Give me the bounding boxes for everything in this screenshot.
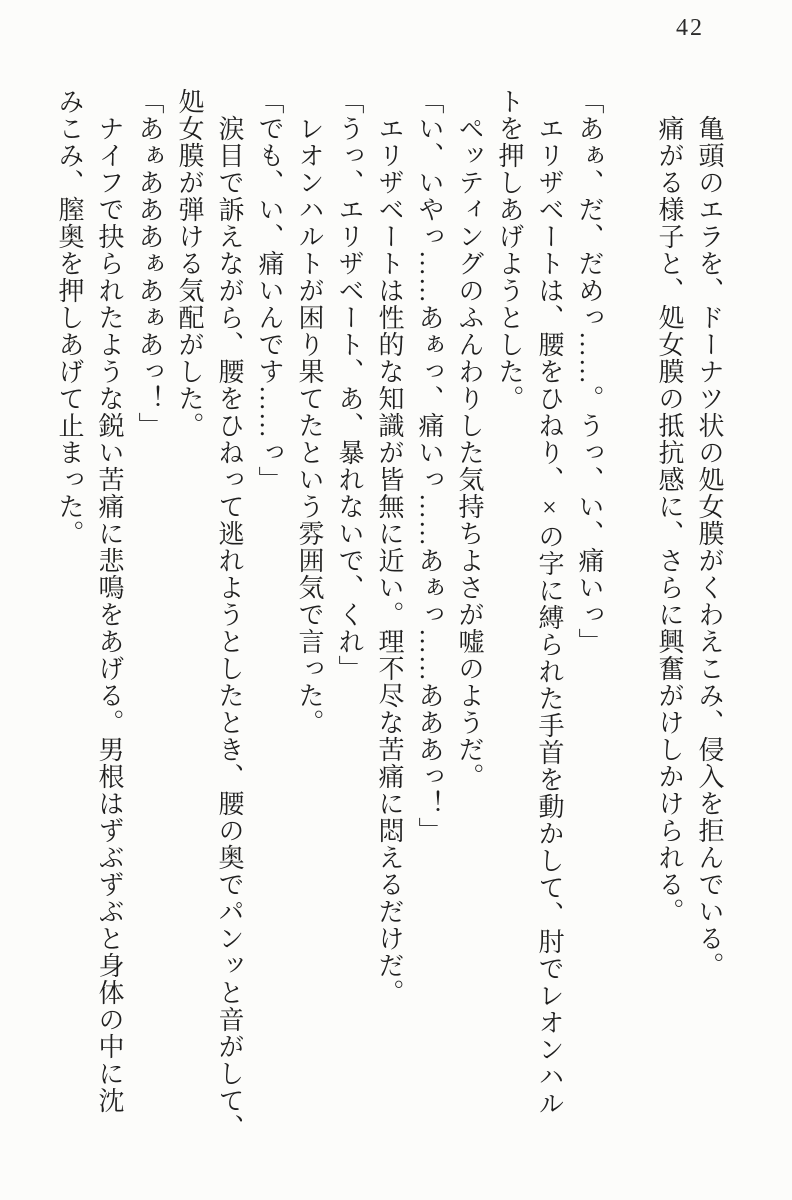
paragraph-narration xyxy=(449,88,489,1160)
paragraph-line: エリザベートは性的な知識が皆無に近い。理不尽な苦痛に悶えるだけだ。 xyxy=(375,115,404,1006)
paragraph-line: 「あぁ、だ、だめっ……。うっ、い、痛いっ」 xyxy=(575,88,604,655)
paragraph-line: 亀頭のエラを、ドーナツ状の処女膜がくわえこみ、侵入を拒んでいる。 xyxy=(695,115,724,979)
paragraph-narration xyxy=(49,88,129,1160)
page-number: 42 xyxy=(676,15,704,41)
paragraph-line: 「い、いやっ……あぁっ、痛いっ……あぁっ……あああっ！」 xyxy=(415,88,444,844)
paragraph-narration xyxy=(689,88,729,1160)
paragraph-line: 涙目で訴えながら、腰をひねって逃れようとしたとき、腰の奥でパンッと音がして、 xyxy=(215,115,244,1141)
paragraph-dialogue xyxy=(329,88,369,1160)
paragraph-dialogue xyxy=(569,88,609,1160)
paragraph-line: レオンハルトが困り果てたという雰囲気で言った。 xyxy=(295,115,324,736)
paragraph-line: 痛がる様子と、処女膜の抵抗感に、さらに興奮がけしかけられる。 xyxy=(655,115,684,925)
paragraph-dialogue xyxy=(129,88,169,1160)
paragraph-narration xyxy=(489,88,569,1160)
paragraph-dialogue xyxy=(249,88,289,1160)
paragraph-line: 処女膜が弾ける気配がした。 xyxy=(175,88,204,439)
paragraph-line: みこみ、膣奥を押しあげて止まった。 xyxy=(55,88,84,547)
paragraph-narration xyxy=(369,88,409,1160)
paragraph-narration xyxy=(289,88,329,1160)
paragraph-line: トを押しあげようとした。 xyxy=(495,88,524,412)
paragraph-line: エリザベートは、腰をひねり、×の字に縛られた手首を動かして、肘でレオンハル xyxy=(535,115,564,1117)
vertical-text-block xyxy=(49,88,729,1160)
paragraph-line: ペッティングのふんわりした気持ちよさが嘘のようだ。 xyxy=(455,115,484,790)
paragraph-line: 「でも、い、痛いんです……っ」 xyxy=(255,88,284,493)
blank-line xyxy=(609,88,649,1160)
paragraph-narration xyxy=(169,88,249,1160)
paragraph-dialogue xyxy=(409,88,449,1160)
paragraph-line: 「うっ、エリザベート、あ、暴れないで、くれ」 xyxy=(335,88,364,682)
paragraph-line: 「あぁあああぁあぁあっ！」 xyxy=(135,88,164,439)
paragraph-line: ナイフで抉られたような鋭い苦痛に悲鳴をあげる。男根はずぶずぶと身体の中に沈 xyxy=(95,115,124,1114)
paragraph-narration xyxy=(649,88,689,1160)
paragraph-blank xyxy=(609,88,649,1160)
